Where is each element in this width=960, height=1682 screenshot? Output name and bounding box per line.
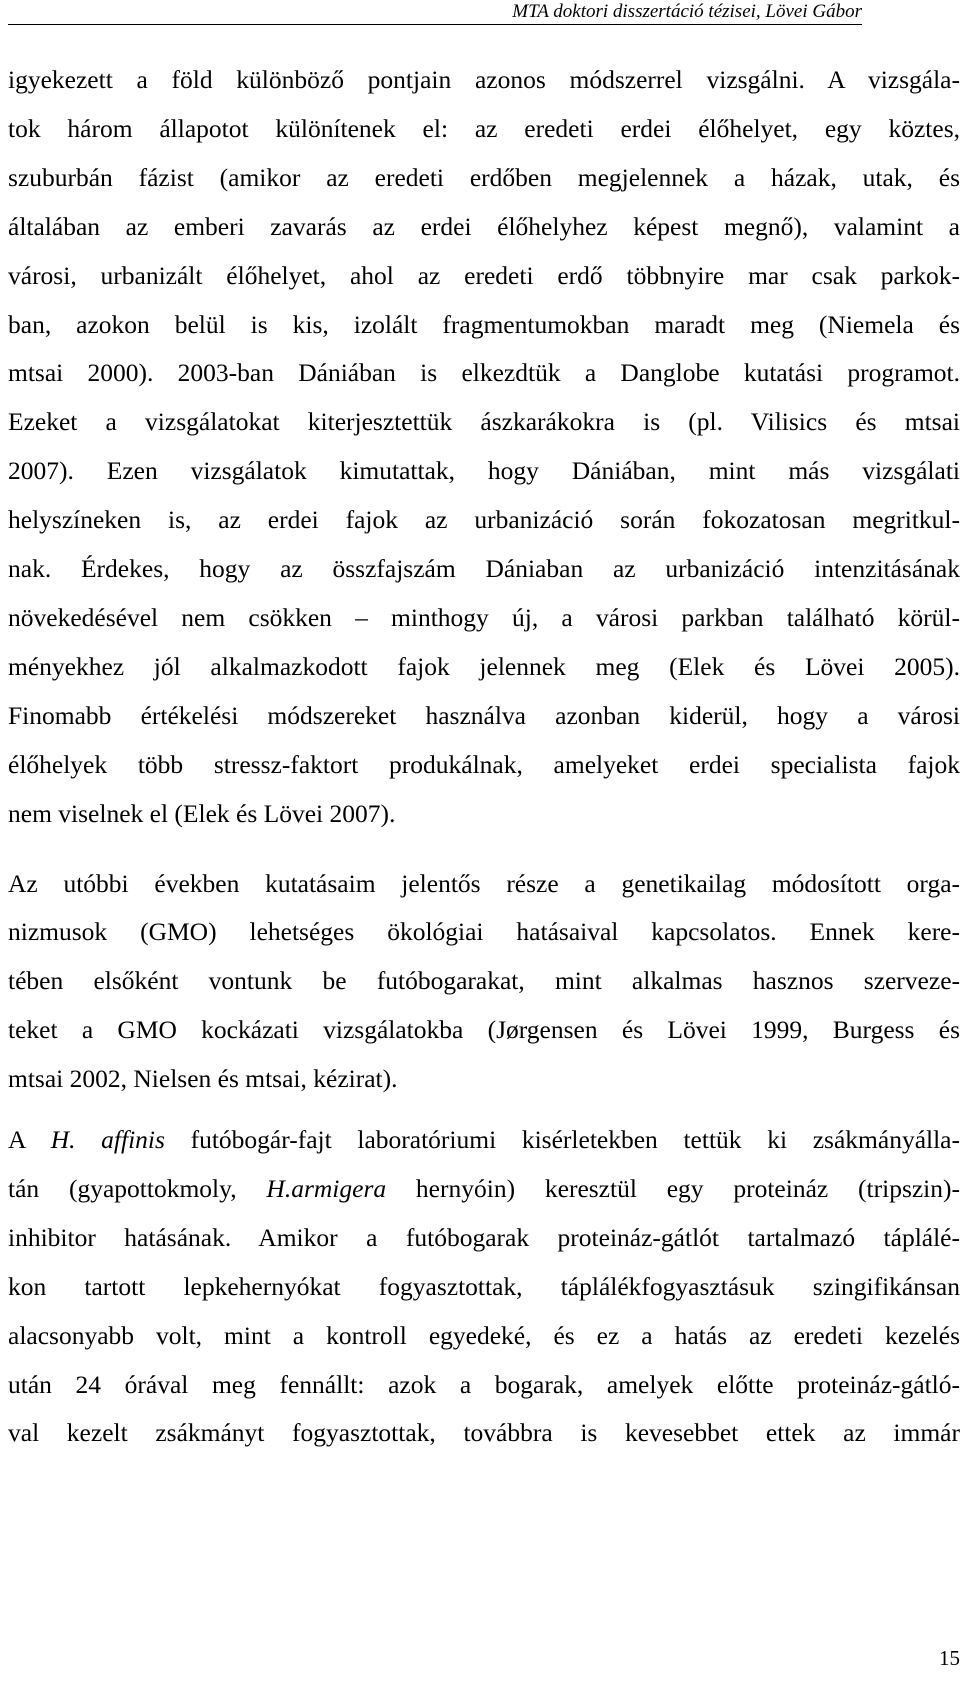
text-line: helyszíneken is, az erdei fajok az urbanizáció során fokozatosan megritkul-	[8, 505, 960, 535]
text-line: szuburbán fázist (amikor az eredeti erdőben megjelennek a házak, utak, és	[8, 162, 960, 192]
text-line: kon tartott lepkehernyókat fogyasztottak, táplálékfogyasztásuk szingifikánsan	[8, 1271, 960, 1301]
paragraph-urbanization	[8, 56, 960, 839]
text-line: nem viselnek el (Elek és Lövei 2007).	[8, 798, 396, 828]
text-line: nizmusok (GMO) lehetséges ökológiai hatásaival kapcsolatos. Ennek kere-	[8, 917, 960, 947]
text-line: val kezelt zsákmányt fogyasztottak, továbbra is kevesebbet ettek az immár	[8, 1418, 960, 1448]
text-line: növekedésével nem csökken – minthogy új, a városi parkban található körül-	[8, 602, 960, 632]
text-line: teket a GMO kockázati vizsgálatokba (Jørgensen és Lövei 1999, Burgess és	[8, 1015, 960, 1045]
text-line: mtsai 2002, Nielsen és mtsai, kézirat).	[8, 1064, 398, 1094]
text-line: városi, urbanizált élőhelyet, ahol az eredeti erdő többnyire mar csak parkok-	[8, 260, 960, 290]
text-line: Az utóbbi években kutatásaim jelentős része a genetikailag módosított orga-	[8, 868, 960, 898]
text-line: Finomabb értékelési módszereket használva azonban kiderül, hogy a városi	[8, 700, 960, 730]
text-line: általában az emberi zavarás az erdei élőhelyhez képest megnő), valamint a	[8, 211, 960, 241]
text-line: alacsonyabb volt, mint a kontroll egyedeké, és ez a hatás az eredeti kezelés	[8, 1320, 960, 1350]
text-line	[8, 1165, 960, 1214]
text-run: A	[8, 1125, 51, 1155]
text-line: ményekhez jól alkalmazkodott fajok jelennek meg (Elek és Lövei 2005).	[8, 651, 960, 681]
text-run: futóbogár-fajt laboratóriumi kisérletekben tettük ki zsákmányálla-	[164, 1125, 960, 1155]
text-line: nak. Érdekes, hogy az összfajszám Dániaban az urbanizáció intenzitásának	[8, 554, 960, 584]
paragraph-proteinase	[8, 1116, 960, 1458]
text-line: mtsai 2000). 2003-ban Dániában is elkezdtük a Danglobe kutatási programot.	[8, 358, 960, 388]
text-line: inhibitor hatásának. Amikor a futóbogarak proteináz-gátlót tartalmazó táplálé-	[8, 1222, 960, 1252]
body-text	[8, 56, 960, 1458]
species-name: H.armigera	[266, 1173, 387, 1203]
text-line: után 24 órával meg fennállt: azok a bogarak, amelyek előtte proteináz-gátló-	[8, 1369, 960, 1399]
text-line: igyekezett a föld különböző pontjain azonos módszerrel vizsgálni. A vizsgála-	[8, 65, 960, 94]
species-name: H. affinis	[50, 1125, 165, 1155]
page-number: 15	[939, 1646, 960, 1670]
text-line	[8, 1116, 960, 1165]
text-line: élőhelyek több stressz-faktort produkálnak, amelyeket erdei specialista fajok	[8, 749, 960, 779]
text-line: 2007). Ezen vizsgálatok kimutattak, hogy Dániában, mint más vizsgálati	[8, 456, 960, 486]
running-title: MTA doktori disszertáció tézisei, Lövei Gábor	[512, 1, 862, 22]
text-line: tében elsőként vontunk be futóbogarakat, mint alkalmas hasznos szerveze-	[8, 966, 960, 996]
text-line: Ezeket a vizsgálatokat kiterjesztettük ászkarákokra is (pl. Vilisics és mtsai	[8, 407, 960, 437]
text-run: hernyóin) keresztül egy proteináz (tripszin)-	[386, 1173, 960, 1203]
text-line: tok három állapotot különítenek el: az eredeti erdei élőhelyet, egy köztes,	[8, 113, 960, 143]
text-line: ban, azokon belül is kis, izolált fragmentumokban maradt meg (Niemela és	[8, 309, 960, 339]
text-run: tán (gyapottokmoly,	[8, 1173, 267, 1203]
running-header	[8, 0, 862, 25]
paragraph-gmo	[8, 860, 960, 1105]
